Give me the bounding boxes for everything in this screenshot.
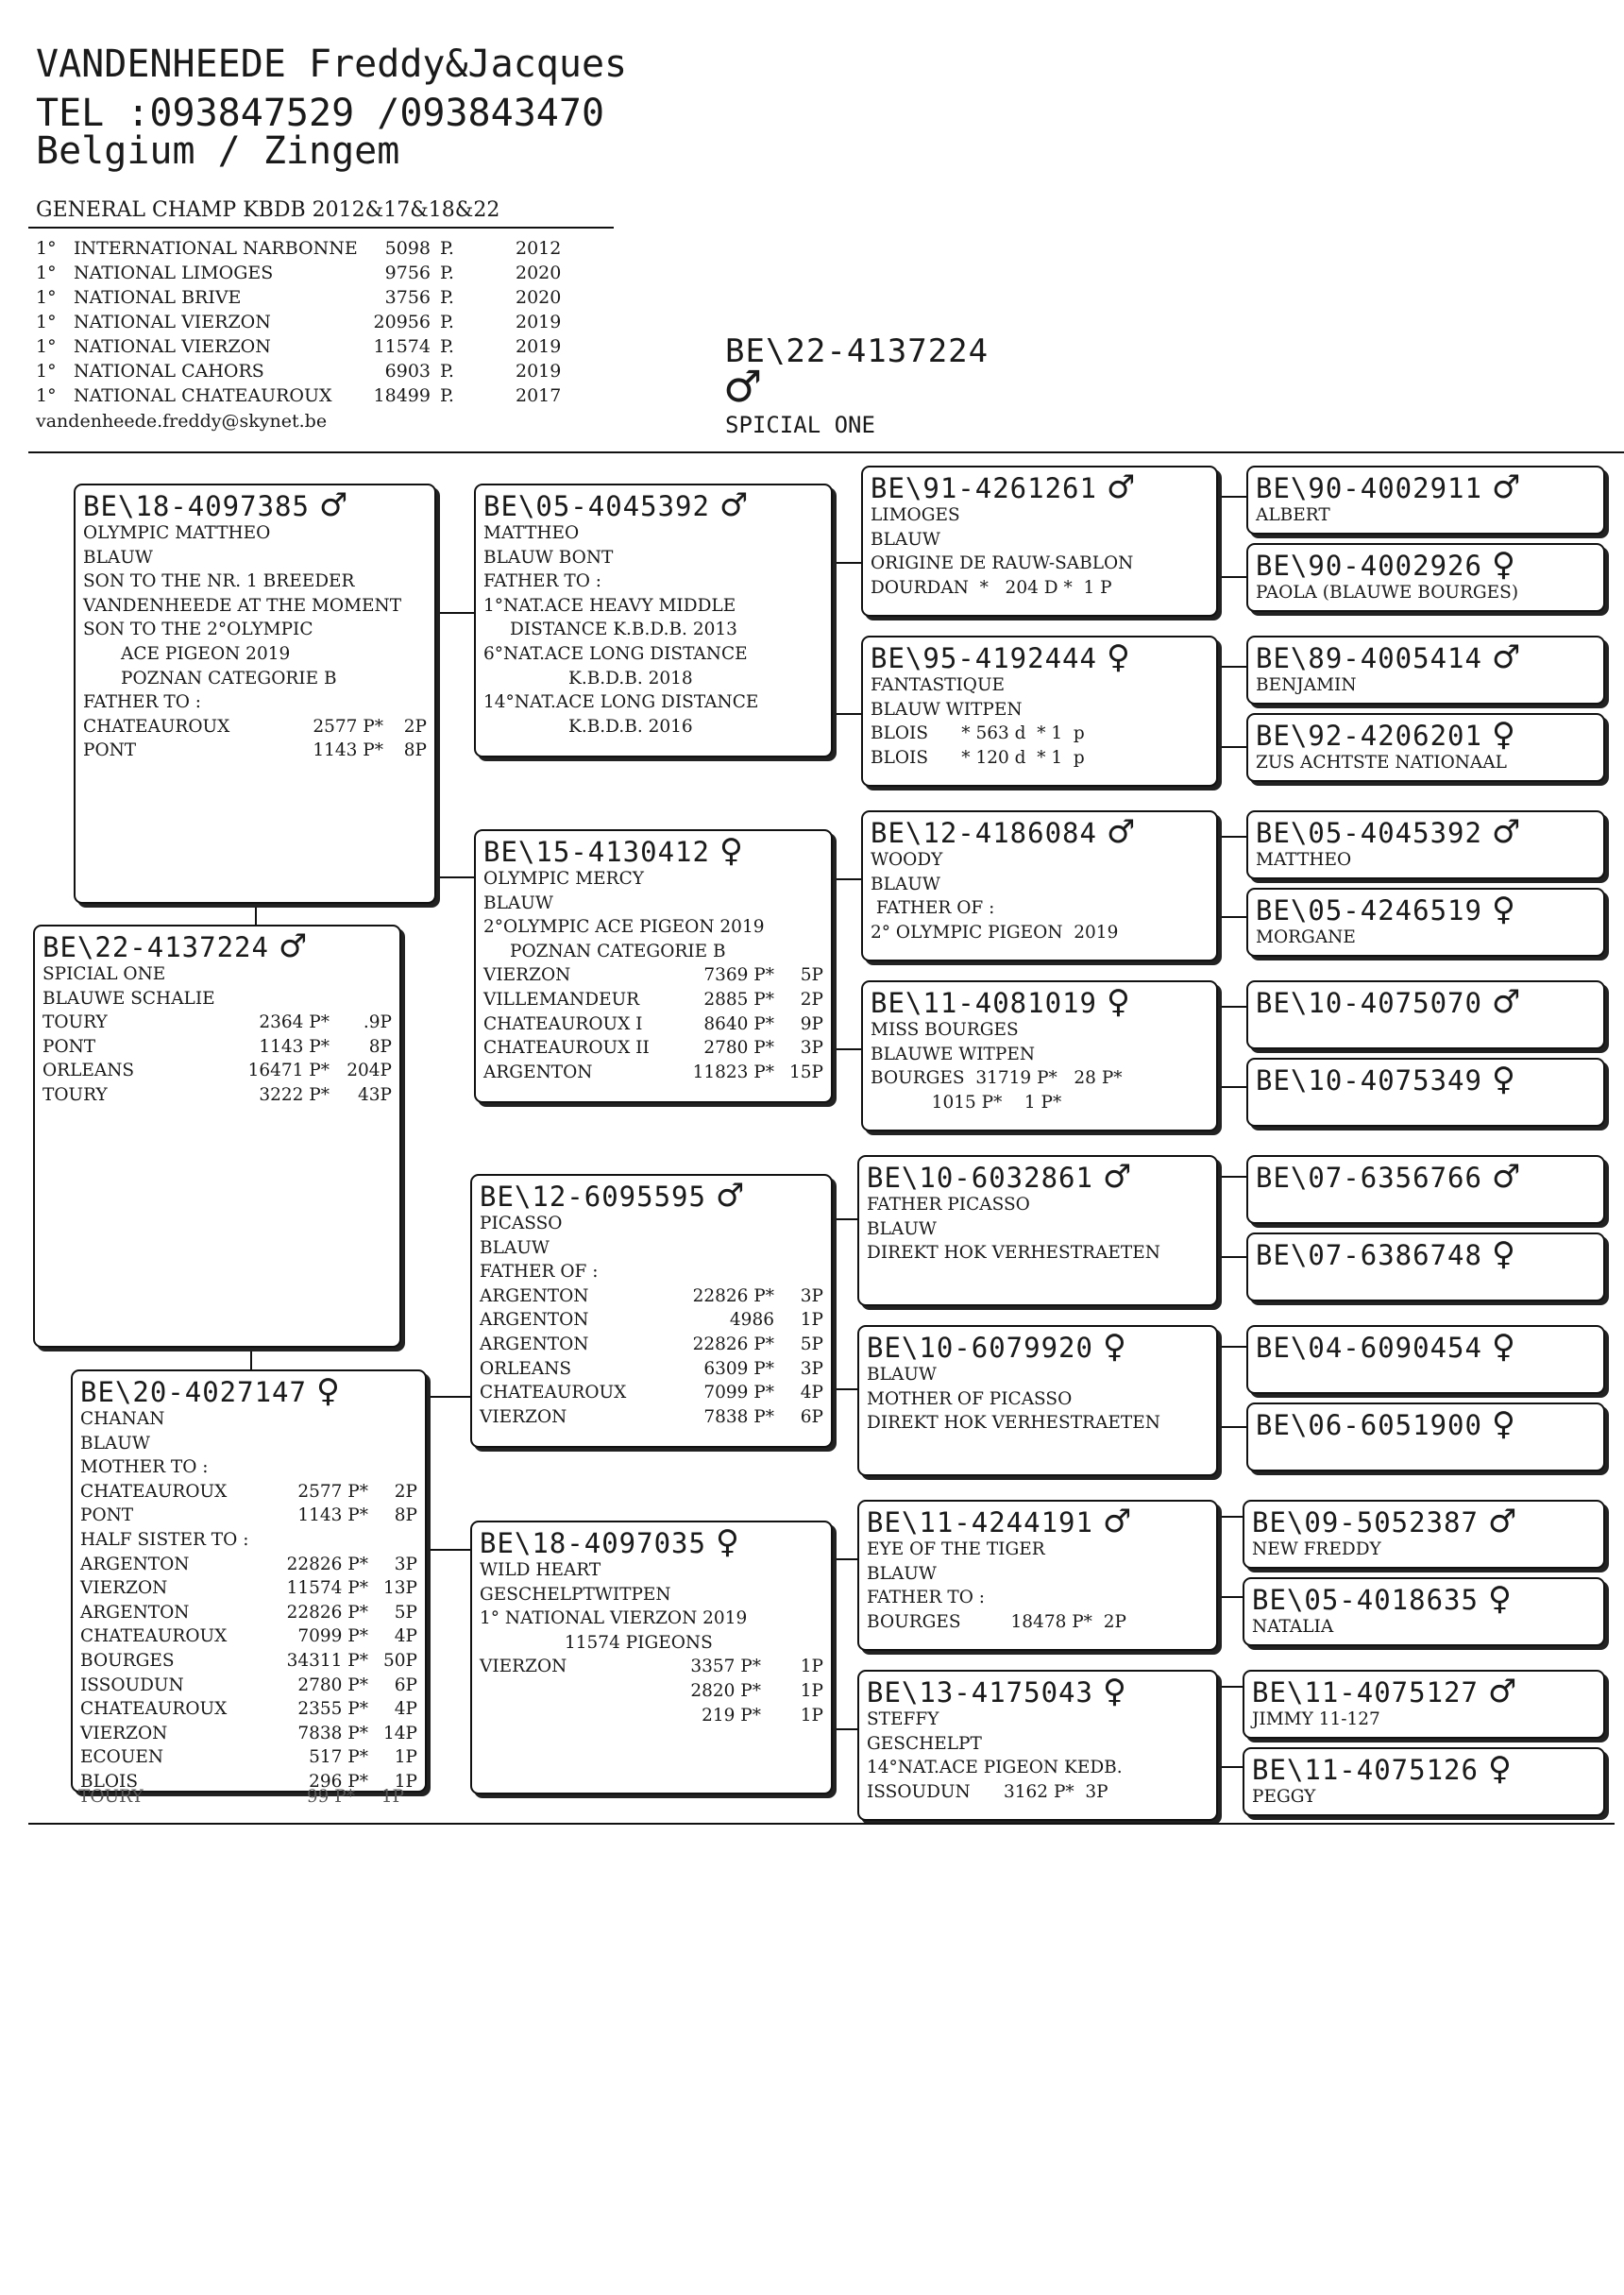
section-divider: [28, 451, 1624, 453]
male-icon: ♂: [1102, 1158, 1133, 1196]
info-line: BLOIS * 120 d * 1 p: [871, 747, 1085, 768]
female-icon: ♀: [1491, 1328, 1516, 1366]
female-icon: ♀: [1487, 1750, 1513, 1788]
breeder-name: VANDENHEEDE Freddy&Jacques: [36, 42, 628, 86]
pigeon-name: MATTHEO: [483, 523, 580, 543]
gen4-card[interactable]: [1246, 1232, 1605, 1301]
gen4-card[interactable]: [1246, 1325, 1605, 1394]
header-underline: [28, 227, 614, 229]
male-icon: ♂: [1102, 1503, 1133, 1540]
info-line: SON TO THE 2°OLYMPIC: [83, 620, 313, 640]
ss-ring: BE\05-4045392 ♂: [483, 486, 750, 524]
connector: [1218, 576, 1246, 578]
male-icon: ♂: [1487, 1673, 1518, 1710]
male-icon: ♂: [1491, 813, 1522, 851]
info-line: POZNAN CATEGORIE B: [121, 668, 337, 688]
info-line: MOTHER OF PICASSO: [867, 1388, 1073, 1409]
gen4-ring: BE\06-6051900 ♀: [1256, 1405, 1516, 1443]
info-line: 2° OLYMPIC PIGEON 2019: [871, 922, 1119, 943]
pigeon-color: BLAUW: [483, 892, 553, 913]
general-champ-title: GENERAL CHAMP KBDB 2012&17&18&22: [36, 198, 500, 222]
info-line: BOURGES 18478 P* 2P: [867, 1611, 1126, 1632]
result-line: BOURGES 34311 P* 50P: [80, 1650, 417, 1671]
pigeon-color: BLAUW: [871, 529, 940, 550]
bottom-divider: [28, 1823, 1615, 1825]
pigeon-name: MATTHEO: [1256, 850, 1352, 870]
info-line: DOURDAN * 204 D * 1 P: [871, 577, 1112, 598]
gen4-ring: BE\92-4206201 ♀: [1256, 716, 1516, 754]
info-line: BOURGES 31719 P* 28 P*: [871, 1068, 1123, 1089]
female-icon: ♀: [1491, 1405, 1516, 1443]
email: vandenheede.freddy@skynet.be: [36, 411, 328, 432]
dds-ring: BE\11-4244191 ♂: [867, 1503, 1133, 1540]
result-line: ARGENTON 22826 P* 5P: [80, 1602, 417, 1623]
result-line: 219 P* 1P: [702, 1705, 823, 1726]
ddd-ring: BE\13-4175043 ♀: [867, 1673, 1127, 1710]
gen4-card[interactable]: [1246, 1402, 1605, 1471]
male-icon: ♂: [1106, 813, 1137, 851]
female-icon: ♀: [1491, 1061, 1516, 1098]
result-line: VIERZON 7838 P* 14P: [80, 1723, 417, 1743]
gen4-ring: BE\90-4002926 ♀: [1256, 546, 1516, 584]
gen4-card[interactable]: [1246, 636, 1605, 705]
info-line: POZNAN CATEGORIE B: [510, 941, 726, 961]
pigeon-color: BLAUW: [480, 1237, 550, 1258]
sds-card[interactable]: [861, 810, 1218, 961]
result-line: CHATEAUROUX II 2780 P* 3P: [483, 1038, 823, 1059]
female-icon: ♀: [1491, 546, 1516, 584]
info-line: MOTHER TO :: [80, 1457, 209, 1478]
pigeon-name: MORGANE: [1256, 927, 1356, 947]
pigeon-name: OLYMPIC MERCY: [483, 869, 644, 889]
female-icon: ♀: [719, 832, 744, 870]
pigeon-color: BLAUW BONT: [483, 547, 614, 568]
connector: [833, 878, 861, 880]
connector: [1218, 836, 1246, 838]
gen4-ring: BE\04-6090454 ♀: [1256, 1328, 1516, 1366]
connector: [833, 1048, 861, 1050]
female-icon: ♀: [315, 1372, 341, 1410]
pigeon-name: EYE OF THE TIGER: [867, 1539, 1045, 1559]
result-line: VIERZON 3357 P* 1P: [480, 1657, 823, 1677]
connector: [255, 904, 257, 925]
result-line: TOURY 3222 P* 43P: [42, 1084, 392, 1105]
info-line: FATHER TO :: [867, 1588, 985, 1608]
female-icon: ♀: [715, 1523, 740, 1561]
result-line: ECOUEN 517 P* 1P: [80, 1747, 417, 1768]
dss-ring: BE\10-6032861 ♂: [867, 1158, 1133, 1196]
pigeon-name: CHANAN: [80, 1409, 165, 1429]
info-line: K.B.D.B. 2016: [568, 716, 693, 737]
result-line: VIERZON 7838 P* 6P: [480, 1406, 823, 1427]
sss-card[interactable]: [861, 466, 1218, 617]
pigeon-name: LIMOGES: [871, 505, 960, 525]
result-line: ARGENTON 22826 P* 3P: [480, 1285, 823, 1306]
gen4-ring: BE\05-4018635 ♀: [1252, 1580, 1513, 1618]
result-line: ORLEANS 16471 P* 204P: [42, 1061, 392, 1081]
connector: [1218, 746, 1246, 748]
info-line: FATHER OF :: [871, 898, 995, 919]
gen4-card[interactable]: [1246, 543, 1605, 612]
info-line: ACE PIGEON 2019: [121, 643, 291, 664]
ds-card[interactable]: [470, 1174, 833, 1448]
sdd-ring: BE\11-4081019 ♀: [871, 983, 1131, 1021]
gen4-card[interactable]: [1243, 1500, 1605, 1569]
pigeon-color: BLAUW: [867, 1563, 937, 1584]
gen4-card[interactable]: [1246, 888, 1605, 957]
result-line: BLOIS 296 P* 1P: [80, 1771, 417, 1792]
pigeon-color: BLAUWE WITPEN: [871, 1044, 1036, 1064]
pigeon-color: BLAUW: [867, 1218, 937, 1239]
pigeon-name: PEGGY: [1252, 1787, 1316, 1807]
male-icon: ♂: [723, 361, 763, 412]
gen4-ring: BE\10-4075070 ♂: [1256, 983, 1522, 1021]
result-line: ARGENTON 4986 1P: [480, 1310, 823, 1331]
info-line: K.B.D.B. 2018: [568, 668, 693, 688]
sire-ring: BE\18-4097385 ♂: [83, 486, 349, 524]
sdd-card[interactable]: [861, 980, 1218, 1131]
result-line: ORLEANS 6309 P* 3P: [480, 1358, 823, 1379]
result-line: CHATEAUROUX 2355 P* 4P: [80, 1699, 417, 1720]
connector: [1218, 1346, 1246, 1348]
pigeon-name: JIMMY 11-127: [1252, 1709, 1380, 1729]
result-row: 1° NATIONAL LIMOGES 9756 P. 2020: [36, 263, 562, 283]
pigeon-name: SPICIAL ONE: [42, 964, 166, 984]
pigeon-color: BLAUW: [83, 547, 153, 568]
connector: [427, 1549, 470, 1551]
result-line: PONT 1143 P* 8P: [80, 1505, 417, 1526]
result-row: 1° NATIONAL VIERZON 11574 P. 2019: [36, 336, 562, 357]
connector: [436, 612, 474, 614]
pigeon-color: BLAUWE SCHALIE: [42, 988, 215, 1009]
result-line: CHATEAUROUX 7099 P* 4P: [480, 1383, 823, 1403]
connector: [833, 562, 863, 564]
info-line: 11574 PIGEONS: [565, 1632, 713, 1653]
female-icon: ♀: [1491, 1235, 1516, 1273]
connector: [1218, 496, 1246, 498]
info-line: 6°NAT.ACE LONG DISTANCE: [483, 643, 748, 664]
connector: [1218, 1006, 1246, 1008]
connector: [427, 1396, 474, 1398]
dsd-ring: BE\10-6079920 ♀: [867, 1328, 1127, 1366]
result-line: ISSOUDUN 2780 P* 6P: [80, 1674, 417, 1695]
connector: [1218, 1426, 1246, 1428]
pigeon-name: PAOLA (BLAUWE BOURGES): [1256, 583, 1519, 603]
female-icon: ♀: [1106, 983, 1131, 1021]
sd-card[interactable]: [474, 829, 833, 1103]
subject-card[interactable]: [33, 925, 401, 1348]
gen4-ring: BE\05-4246519 ♀: [1256, 891, 1516, 928]
sds-ring: BE\12-4186084 ♂: [871, 813, 1137, 851]
male-icon: ♂: [1491, 638, 1522, 676]
gen4-card[interactable]: [1246, 1155, 1605, 1224]
results-table: [36, 236, 561, 408]
male-icon: ♂: [278, 927, 309, 965]
result-row: 1° NATIONAL VIERZON 20956 P. 2019: [36, 312, 562, 332]
info-line: 14°NAT.ACE LONG DISTANCE: [483, 692, 759, 713]
result-line: ARGENTON 11823 P* 15P: [483, 1062, 823, 1082]
pigeon-color: BLAUW: [871, 874, 940, 894]
result-line: ARGENTON 22826 P* 5P: [480, 1334, 823, 1354]
info-line: HALF SISTER TO :: [80, 1529, 249, 1550]
gen4-card[interactable]: [1243, 1577, 1605, 1646]
dss-card[interactable]: [857, 1155, 1218, 1306]
connector: [436, 876, 474, 878]
gen4-ring: BE\07-6356766 ♂: [1256, 1158, 1522, 1196]
dsd-card[interactable]: [857, 1325, 1218, 1476]
result-line: VILLEMANDEUR 2885 P* 2P: [483, 989, 823, 1010]
subject-ring: BE\22-4137224: [725, 332, 990, 370]
gen4-ring: BE\05-4045392 ♂: [1256, 813, 1522, 851]
result-line: VIERZON 7369 P* 5P: [483, 965, 823, 986]
female-icon: ♀: [1102, 1328, 1127, 1366]
result-line: ARGENTON 22826 P* 3P: [80, 1554, 417, 1574]
breeder-phone: TEL :093847529 /093843470: [36, 92, 605, 135]
female-icon: ♀: [1102, 1673, 1127, 1710]
pigeon-name: BENJAMIN: [1256, 675, 1357, 695]
dam-card[interactable]: [71, 1369, 427, 1793]
info-line: VANDENHEEDE AT THE MOMENT: [83, 595, 402, 616]
pigeon-color: BLAUW WITPEN: [871, 699, 1023, 720]
gen4-card[interactable]: [1246, 1058, 1605, 1127]
pigeon-name: PICASSO: [480, 1214, 563, 1233]
subject-card-ring: BE\22-4137224 ♂: [42, 927, 309, 965]
pigeon-color: BLAUW: [867, 1365, 937, 1385]
gen4-ring: BE\11-4075126 ♀: [1252, 1750, 1513, 1788]
dd-ring: BE\18-4097035 ♀: [480, 1523, 740, 1561]
info-line: 1° NATIONAL VIERZON 2019: [480, 1608, 748, 1629]
pigeon-name: NEW FREDDY: [1252, 1539, 1381, 1559]
info-line: DIREKT HOK VERHESTRAETEN: [867, 1243, 1160, 1264]
female-icon: ♀: [1106, 638, 1131, 676]
male-icon: ♂: [1487, 1503, 1518, 1540]
gen4-ring: BE\10-4075349 ♀: [1256, 1061, 1516, 1098]
connector: [833, 713, 861, 715]
result-line: VIERZON 11574 P* 13P: [80, 1578, 417, 1599]
info-line: FATHER TO :: [83, 692, 201, 713]
info-line: 1°NAT.ACE HEAVY MIDDLE: [483, 595, 736, 616]
pigeon-name: ZUS ACHTSTE NATIONAAL: [1256, 753, 1507, 773]
ssd-card[interactable]: [861, 636, 1218, 787]
info-line: DISTANCE K.B.D.B. 2013: [510, 620, 737, 640]
pigeon-name: WILD HEART: [480, 1560, 601, 1580]
result-line: PONT 1143 P* 8P: [83, 740, 427, 761]
male-icon: ♂: [318, 486, 349, 524]
male-icon: ♂: [1491, 468, 1522, 506]
ss-card[interactable]: [474, 484, 833, 757]
connector: [1218, 916, 1246, 918]
info-line: BLOIS * 563 d * 1 p: [871, 723, 1085, 744]
ddd-card[interactable]: [857, 1670, 1218, 1821]
subject-name: SPICIAL ONE: [725, 412, 875, 438]
breeder-location: Belgium / Zingem: [36, 129, 400, 173]
info-line: FATHER TO :: [483, 571, 601, 592]
male-icon: ♂: [715, 1177, 746, 1215]
gen4-card[interactable]: [1243, 1670, 1605, 1739]
sd-ring: BE\15-4130412 ♀: [483, 832, 744, 870]
pigeon-name: OLYMPIC MATTHEO: [83, 523, 271, 543]
gen4-card[interactable]: [1246, 713, 1605, 782]
pigeon-name: ALBERT: [1256, 505, 1330, 525]
female-icon: ♀: [1491, 891, 1516, 928]
info-line: FATHER OF :: [480, 1262, 599, 1283]
connector: [1218, 1176, 1246, 1178]
result-line: CHATEAUROUX 7099 P* 4P: [80, 1626, 417, 1647]
connector: [1218, 1256, 1246, 1258]
result-line: PONT 1143 P* 8P: [42, 1036, 392, 1057]
gen4-ring: BE\90-4002911 ♂: [1256, 468, 1522, 506]
female-icon: ♀: [1487, 1580, 1513, 1618]
pigeon-color: GESCHELPTWITPEN: [480, 1584, 671, 1605]
pigeon-name: STEFFY: [867, 1709, 939, 1729]
result-row: 1° INTERNATIONAL NARBONNE 5098 P. 2012: [36, 238, 562, 259]
info-line: ORIGINE DE RAUW-SABLON: [871, 553, 1134, 574]
result-line: TOURY 2364 P* .9P: [42, 1012, 392, 1033]
pigeon-color: BLAUW: [80, 1433, 150, 1454]
gen4-ring: BE\09-5052387 ♂: [1252, 1503, 1518, 1540]
info-line: ISSOUDUN 3162 P* 3P: [867, 1781, 1108, 1802]
male-icon: ♂: [719, 486, 750, 524]
result-line: CHATEAUROUX I 8640 P* 9P: [483, 1013, 823, 1034]
connector: [1218, 1086, 1246, 1088]
gen4-card[interactable]: [1246, 810, 1605, 879]
male-icon: ♂: [1106, 468, 1137, 506]
gen4-card[interactable]: [1243, 1747, 1605, 1816]
connector: [250, 1348, 252, 1369]
sss-ring: BE\91-4261261 ♂: [871, 468, 1137, 506]
sire-card[interactable]: [74, 484, 436, 904]
info-line: SON TO THE NR. 1 BREEDER: [83, 571, 355, 592]
result-line: CHATEAUROUX 2577 P* 2P: [80, 1481, 417, 1502]
gen4-ring: BE\89-4005414 ♂: [1256, 638, 1522, 676]
gen4-ring: BE\07-6386748 ♀: [1256, 1235, 1516, 1273]
pigeon-color: GESCHELPT: [867, 1733, 982, 1754]
male-icon: ♂: [1491, 983, 1522, 1021]
result-line: TOURY 99 P* 1P: [78, 1787, 404, 1807]
female-icon: ♀: [1491, 716, 1516, 754]
pigeon-name: NATALIA: [1252, 1617, 1334, 1637]
pigeon-name: MISS BOURGES: [871, 1020, 1019, 1040]
dds-card[interactable]: [857, 1500, 1218, 1651]
pigeon-name: FATHER PICASSO: [867, 1195, 1030, 1215]
connector: [1218, 666, 1246, 668]
result-row: 1° NATIONAL CHATEAUROUX 18499 P. 2017: [36, 385, 562, 406]
pigeon-name: WOODY: [871, 850, 943, 870]
pigeon-name: FANTASTIQUE: [871, 675, 1006, 695]
gen4-ring: BE\11-4075127 ♂: [1252, 1673, 1518, 1710]
result-row: 1° NATIONAL CAHORS 6903 P. 2019: [36, 361, 562, 382]
male-icon: ♂: [1491, 1158, 1522, 1196]
ssd-ring: BE\95-4192444 ♀: [871, 638, 1131, 676]
dd-card[interactable]: [470, 1521, 833, 1794]
result-line: CHATEAUROUX 2577 P* 2P: [83, 716, 427, 737]
info-line: 2°OLYMPIC ACE PIGEON 2019: [483, 917, 765, 938]
info-line: 1015 P* 1 P*: [871, 1092, 1062, 1113]
info-line: DIREKT HOK VERHESTRAETEN: [867, 1413, 1160, 1434]
gen4-card[interactable]: [1246, 980, 1605, 1049]
dam-ring: BE\20-4027147 ♀: [80, 1372, 341, 1410]
gen4-card[interactable]: [1246, 466, 1605, 535]
info-line: 14°NAT.ACE PIGEON KEDB.: [867, 1758, 1123, 1778]
result-row: 1° NATIONAL BRIVE 3756 P. 2020: [36, 287, 562, 308]
result-line: 2820 P* 1P: [690, 1680, 823, 1701]
ds-ring: BE\12-6095595 ♂: [480, 1177, 746, 1215]
